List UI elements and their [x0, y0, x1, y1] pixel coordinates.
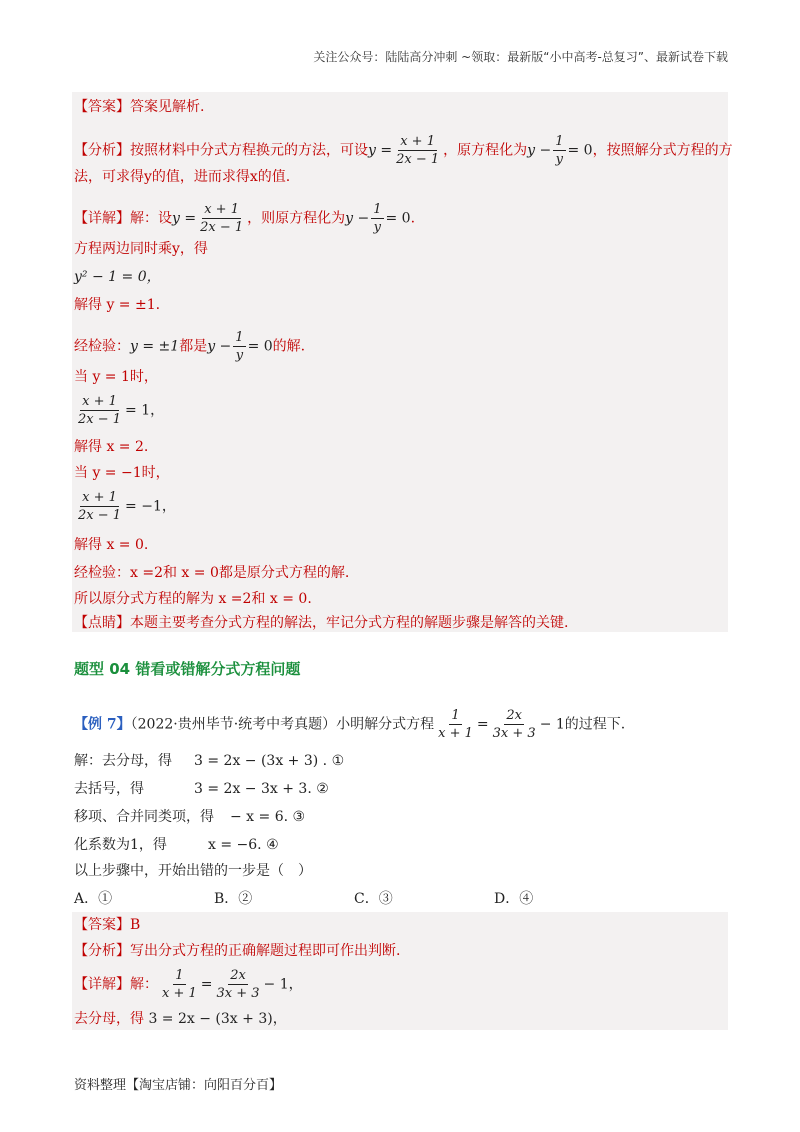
detail-text: 去分母，得 — [74, 1011, 144, 1027]
analysis-line-2: 法，可求得y的值，进而求得x的值. — [74, 169, 291, 185]
step-line: 当 y = 1时， — [74, 369, 158, 385]
math-eq-zero: = 0 — [567, 142, 593, 159]
comment-line — [74, 614, 568, 632]
answer-text: B — [130, 917, 141, 933]
analysis-text: 写出分式方程的正确解题过程即可作出判断. — [130, 943, 401, 959]
math-y-minus: y − — [207, 338, 232, 355]
step-line: 解得 y = ±1. — [74, 297, 161, 313]
example-tag: 【例 7】 — [74, 716, 131, 733]
fraction-x1-over-2x-1 — [76, 394, 123, 427]
analysis-text-1: 按照材料中分式方程换元的方法，可设 — [130, 142, 368, 159]
row-math: x = −6. ④ — [208, 837, 279, 853]
analysis-tag: 【分析】 — [74, 142, 130, 159]
math-y-minus: y − — [527, 142, 552, 159]
option-d: D．④ — [494, 891, 534, 907]
step-line: 解得 x = 2. — [74, 439, 149, 455]
fraction-numerator: x + 1 — [82, 394, 117, 409]
solution-row — [74, 808, 305, 826]
fraction-denominator: 2x − 1 — [396, 152, 440, 167]
detail-tag: 【详解】 — [74, 976, 130, 993]
math-y-pm1: y = ±1 — [130, 338, 180, 355]
check-text: 经检验： — [74, 338, 130, 355]
detail-text-2: ，则原方程化为 — [247, 210, 346, 227]
fraction-1-over-x1 — [160, 968, 199, 1001]
row-math: 3 = 2x − 3x + 3. ② — [194, 781, 329, 797]
fraction-denominator: y — [373, 220, 382, 235]
equation-tail: − 1， — [263, 976, 303, 993]
math-y-eq: y = — [172, 210, 197, 227]
section-heading: 题型 04 错看或错解分式方程问题 — [74, 660, 301, 678]
analysis-line-1 — [74, 134, 733, 167]
option-a: A．① — [74, 891, 113, 907]
fraction-denominator: 3x + 3 — [216, 986, 260, 1001]
example-source: （2022·贵州毕节·统考中考真题）小明解分式方程 — [130, 716, 435, 733]
row-label: 去括号，得 — [74, 781, 144, 797]
step-line: y² − 1 = 0， — [74, 269, 161, 285]
detail-tag: 【详解】 — [74, 210, 130, 227]
analysis-text-2: ，原方程化为 — [443, 142, 528, 159]
fraction-numerator: 1 — [373, 202, 382, 217]
equation-rhs: = −1， — [125, 498, 176, 515]
fraction-1-over-y — [233, 330, 245, 363]
fraction-numerator: x + 1 — [82, 490, 117, 505]
step-equation — [74, 394, 164, 427]
step-line: 解得 x = 0. — [74, 537, 149, 553]
comment-tag: 【点睛】 — [74, 615, 130, 631]
analysis2-line — [74, 942, 400, 960]
fraction-numerator: 1 — [175, 968, 184, 983]
analysis-text-3: ，按照解分式方程的方 — [592, 142, 733, 159]
option-c: C．③ — [354, 891, 393, 907]
fraction-numerator: 1 — [235, 330, 244, 345]
step-line: 方程两边同时乘y，得 — [74, 241, 208, 257]
check-text-2: 都是 — [179, 338, 208, 355]
detail-text-1: 解：设 — [130, 210, 172, 227]
fraction-1-over-x1 — [436, 708, 475, 741]
math-y-eq: y = — [368, 142, 393, 159]
detail2-line: 【详解】解： $\frac{1}{x + 1}$ = $\frac{2x}{3x + 3}$ − 1， — [74, 968, 303, 1001]
fraction-numerator: x + 1 — [204, 202, 239, 217]
answer-text: 答案见解析. — [130, 99, 205, 115]
row-math: 3 = 2x − (3x + 3) . ① — [194, 753, 345, 769]
fraction-denominator: y — [235, 348, 244, 363]
step-line: 经检验：x =2和 x = 0都是原分式方程的解. — [74, 565, 350, 581]
fraction-denominator: x + 1 — [162, 986, 197, 1001]
math-y-minus: y − — [345, 210, 370, 227]
fraction-denominator: 2x − 1 — [200, 220, 244, 235]
detail-text-3: . — [410, 210, 416, 227]
fraction-numerator: 1 — [555, 134, 564, 149]
step-line: 当 y = −1时， — [74, 465, 170, 481]
fraction-denominator: 2x − 1 — [78, 412, 122, 427]
question-line: 以上步骤中，开始出错的一步是（ ） — [74, 863, 312, 879]
fraction-denominator: 2x − 1 — [78, 508, 122, 523]
equation-rhs: = 1， — [125, 402, 165, 419]
step-line: 所以原分式方程的解为 x =2和 x = 0. — [74, 591, 312, 607]
math-eq-zero: = 0 — [385, 210, 411, 227]
math-eq-zero: = 0 — [247, 338, 273, 355]
fraction-denominator: y — [555, 152, 564, 167]
fraction-2x-over-3x3 — [215, 968, 262, 1001]
row-math: − x = 6. ③ — [230, 809, 306, 825]
answer2-line — [74, 916, 140, 934]
solution-row — [74, 752, 344, 770]
analysis-tag: 【分析】 — [74, 943, 130, 959]
answer-tag: 【答案】 — [74, 99, 130, 115]
fraction-denominator: 3x + 3 — [492, 726, 536, 741]
check-text-3: 的解. — [272, 338, 306, 355]
row-label: 化系数为1，得 — [74, 837, 167, 853]
page-footer: 资料整理【淘宝店铺：向阳百分百】 — [74, 1078, 283, 1093]
fraction-1-over-y — [553, 134, 565, 167]
step-equation — [74, 490, 176, 523]
fraction-x1-over-2x-1 — [394, 134, 441, 167]
solution-row — [74, 836, 279, 854]
answer-line — [74, 98, 204, 116]
answer-tag: 【答案】 — [74, 917, 130, 933]
row-math: 3 = 2x − (3x + 3)， — [148, 1011, 287, 1027]
options-row — [74, 890, 634, 908]
check-line — [74, 330, 305, 363]
fraction-numerator: 2x — [230, 968, 246, 983]
comment-text: 本题主要考查分式方程的解法，牢记分式方程的解题步骤是解答的关键. — [130, 615, 569, 631]
row-label: 移项、合并同类项，得 — [74, 809, 214, 825]
page-header: 关注公众号：陆陆高分冲刺 ~领取：最新版“小中高考-总复习”、最新试卷下载 — [313, 50, 728, 64]
fraction-1-over-y — [371, 202, 383, 235]
fraction-2x-over-3x3 — [491, 708, 538, 741]
detail-text: 解： — [130, 976, 158, 993]
example-line: 【例 7】（2022·贵州毕节·统考中考真题）小明解分式方程 $\frac{1}{x + 1}$ = $\frac{2x}{3x + 3}$ − 1的过程下. — [74, 708, 626, 741]
example-suffix: 的过程下. — [564, 716, 626, 733]
solution-row — [74, 780, 329, 798]
fraction-numerator: 1 — [451, 708, 460, 723]
fraction-denominator: x + 1 — [438, 726, 473, 741]
detail2-line-2 — [74, 1010, 287, 1028]
fraction-numerator: 2x — [506, 708, 522, 723]
fraction-x1-over-2x-1 — [76, 490, 123, 523]
option-b: B．② — [214, 891, 253, 907]
detail-line-1 — [74, 202, 415, 235]
fraction-numerator: x + 1 — [400, 134, 435, 149]
fraction-x1-over-2x-1 — [198, 202, 245, 235]
row-label: 解：去分母，得 — [74, 753, 172, 769]
equation-tail: − 1 — [539, 716, 565, 733]
